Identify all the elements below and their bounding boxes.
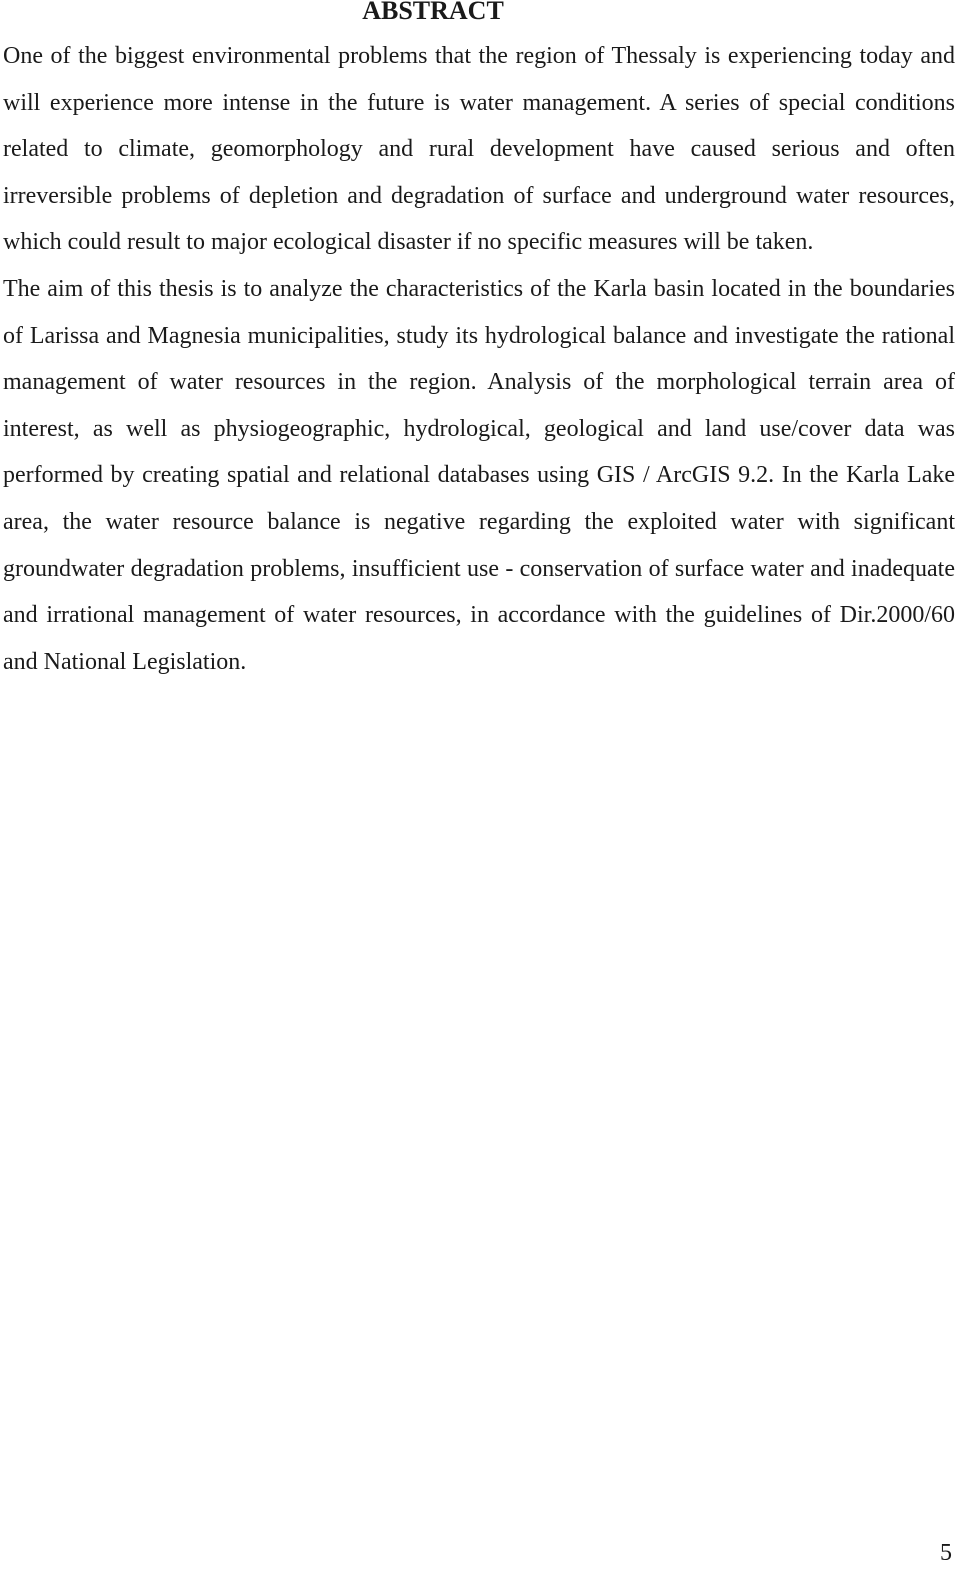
page-number: 5 [940, 1540, 952, 1566]
abstract-heading: ABSTRACT [362, 0, 504, 25]
abstract-body [3, 33, 955, 685]
abstract-paragraph-2: The aim of this thesis is to analyze the characteristics of the Karla basin located in the boundaries of Larissa and Magnesia municipalities, study its hydrological balance and investigate the rational management of water resources in the region. Analysis of the morphological terrain area of interest, as well as physiogeographic, hydrological, geological and land use/cover data was performed by creating spatial and relational databases using GIS / ArcGIS 9.2. In the Karla Lake area, the water resource balance is negative regarding the exploited water with significant groundwater degradation problems, insufficient use - conservation of surface water and inadequate and irrational management of water resources, in accordance with the guidelines of Dir.2000/60 and National Legislation. [3, 275, 955, 675]
abstract-paragraph-1: One of the biggest environmental problems that the region of Thessaly is experiencing today and will experience more intense in the future is water management. A series of special conditions related to climate, geomorphology and rural development have caused serious and often irreversible problems of depletion and degradation of surface and underground water resources, which could result to major ecological disaster if no specific measures will be taken. [3, 43, 955, 256]
